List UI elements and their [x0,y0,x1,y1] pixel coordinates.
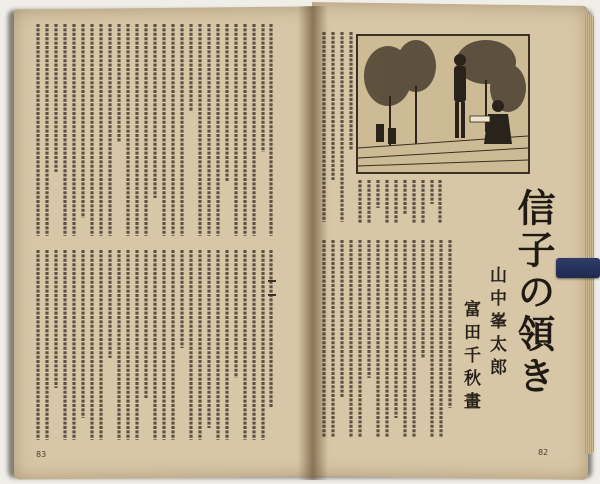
bookmark-tab [556,258,600,278]
author-credit: 山中峯太郎 [486,266,506,381]
page-number-left: 83 [36,450,47,459]
page-number-right: 82 [538,448,549,457]
story-illustration [356,34,530,174]
right-page-columns-top [320,30,354,226]
left-page-columns-top [34,22,274,240]
right-page-text-block-middle [356,178,442,228]
illustrator-credit: 富田千秋畫 [460,300,480,415]
section-break-mark [268,280,276,296]
left-page-columns-bottom [34,248,274,444]
page-edges [584,14,594,454]
story-title: 信子の領き [511,188,556,398]
left-page-text-block-bottom [34,248,274,444]
right-page-columns-middle [356,178,442,228]
garden-scene-drawing [358,36,528,172]
right-page-text-block-bottom [320,238,454,442]
right-page-text-block-top [320,30,354,226]
right-page-columns-bottom [320,238,454,442]
left-page-text-block-top [34,22,274,240]
